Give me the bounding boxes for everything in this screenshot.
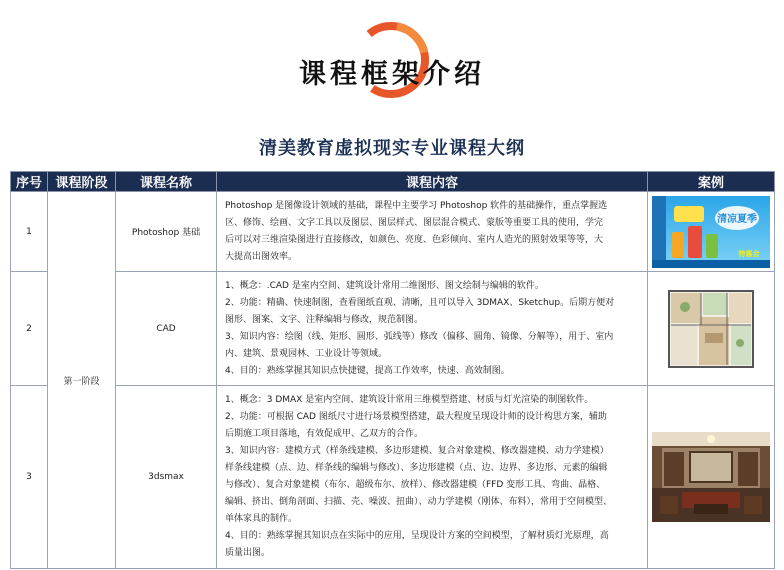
content-line: 2、功能：精确、快速制图，查看图纸直观、清晰，且可以导入 3DMAX、Sketchup。后期方便对 [225, 297, 615, 308]
content-line: Photoshop 是图像设计领域的基础，课程中主要学习 Photoshop 软件的基础操作，重点掌握选 [225, 200, 608, 211]
content-line: 4、目的：熟练掌握其知识点在实际中的应用，呈现设计方案的空间模型，了解材质灯光原理，高 [225, 531, 609, 541]
table-row [11, 192, 775, 272]
interior-render-image [652, 432, 770, 522]
column-header-course-name: 课程名称 [116, 172, 217, 192]
content-line: 4、目的：熟练掌握其知识点快捷键，提高工作效率，快速、高效制图。 [225, 365, 510, 376]
course-table [10, 171, 775, 569]
content-line: 质量出图。 [225, 548, 271, 558]
case-cell [648, 192, 775, 272]
case-cell [648, 272, 775, 386]
content-line: 编辑、挤出、倒角剖面、扫描、壳、噪波、扭曲）、动力学建模（刚体、布料），常用于空间模型、 [225, 497, 613, 507]
content-line: 1、概念：3 DMAX 是室内空间、建筑设计常用三维模型搭建、材质与灯光渲染的制图软件。 [225, 395, 594, 405]
column-header-case: 案例 [648, 172, 775, 192]
course-content [217, 386, 648, 569]
course-content [217, 192, 648, 272]
content-line: 单体家具的制作。 [225, 514, 298, 524]
content-line: 后可以对三维渲染图进行直接修改，如颜色、亮度、色彩倾向、室内人造光的照射效果等等，大 [225, 234, 604, 245]
column-header-content: 课程内容 [217, 172, 648, 192]
table-header-row [11, 172, 775, 192]
row-number: 2 [11, 272, 48, 386]
content-line: 3、知识内容：建模方式（样条线建模、多边形建模、复合对象建模、修改器建模、动力学建模） [225, 446, 609, 456]
content-line: 1、概念：.CAD 是室内空间、建筑设计常用二维图形、图文绘制与编辑的软件。 [225, 280, 544, 291]
content-line: 3、知识内容：绘图（线、矩形、圆形、弧线等）修改（偏移、圆角、镜像、分解等），用于、室内 [225, 331, 614, 342]
header-banner [0, 0, 784, 122]
content-line: 后期施工项目落地，有效促成甲、乙双方的合作。 [225, 429, 424, 439]
content-line: 与修改）、复合对象建模（布尔、超级布尔、放样）、修改器建模（FFD 变形工具、弯曲、晶格、 [225, 480, 606, 490]
stage-cell: 第一阶段 [48, 192, 116, 569]
course-content [217, 272, 648, 386]
content-line: 2、功能：可根据 CAD 图纸尺寸进行场景模型搭建，最大程度呈现设计师的设计构思方案，辅助 [225, 412, 607, 422]
row-number: 3 [11, 386, 48, 569]
case-cell [648, 386, 775, 569]
table-row [11, 386, 775, 569]
content-line: 大提高出图效率。 [225, 251, 298, 262]
table-row [11, 272, 775, 386]
poster-subtitle: 特惠会 [738, 249, 760, 258]
course-name: Photoshop 基础 [116, 192, 217, 272]
course-name: CAD [116, 272, 217, 386]
poster-title: 清凉夏季 [717, 213, 757, 225]
page-subtitle: 清美教育虚拟现实专业课程大纲 [259, 138, 525, 159]
content-line: 区、修饰、绘画、文字工具以及图层、图层样式、图层混合模式、蒙版等重要工具的使用，学完 [225, 217, 604, 228]
column-header-stage: 课程阶段 [48, 172, 116, 192]
banner-title: 课程框架介绍 [299, 59, 485, 90]
course-name: 3dsmax [116, 386, 217, 569]
floor-plan-image [661, 281, 761, 377]
summer-poster-image [652, 196, 770, 268]
content-line: 内、建筑、景观园林、工业设计等领域。 [225, 348, 388, 359]
row-number: 1 [11, 192, 48, 272]
content-line: 样条线建模（点、边、样条线的编辑与修改）、多边形建模（点、边、边界、多边形、元素的编辑 [225, 463, 608, 473]
content-line: 图形、图案、文字、注释编辑与修改，规范制图。 [225, 314, 424, 325]
column-header-number: 序号 [11, 172, 48, 192]
